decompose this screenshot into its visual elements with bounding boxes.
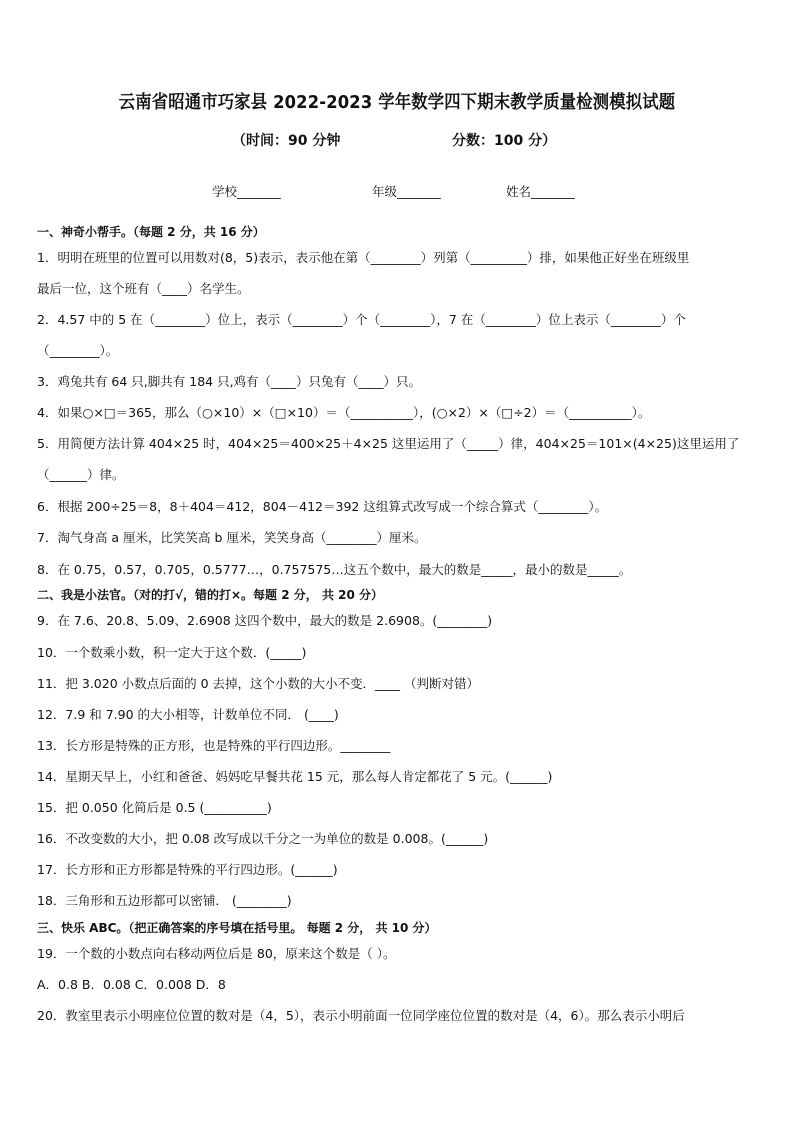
name-field: 姓名_______	[506, 184, 575, 199]
page-title: 云南省昭通市巧家县 2022-2023 学年数学四下期末教学质量检测模拟试题	[118, 92, 676, 113]
section-heading-2: 二、我是小法官。（对的打√，错的打×。每题 2 分， 共 20 分）	[37, 588, 383, 602]
question-11: 11．把 3.020 小数点后面的 0 去掉，这个小数的大小不变．____ （判断对错）	[37, 676, 480, 691]
grade-field: 年级_______	[372, 184, 441, 199]
question-8: 8．在 0.75，0.57，0.705，0.5777…，0.757575…这五个数中，最大的数是_____，最小的数是_____。	[37, 562, 632, 577]
question-9: 9．在 7.6、20.8、5.09、2.6908 这四个数中，最大的数是 2.6908。(________)	[37, 613, 493, 628]
question-19-options: A．0.8 B．0.08 C．0.008 D．8	[37, 977, 226, 992]
exam-score: 分数：100 分）	[452, 133, 557, 149]
exam-time: （时间：90 分钟	[232, 133, 341, 149]
question-5-cont: （______）律。	[37, 467, 125, 482]
question-7: 7．淘气身高 a 厘米，比笑笑高 b 厘米，笑笑身高（________）厘米。	[37, 530, 427, 545]
question-13: 13．长方形是特殊的正方形，也是特殊的平行四边形。________	[37, 738, 391, 753]
question-6: 6．根据 200÷25＝8，8＋404＝412，804－412＝392 这组算式改写成一个综合算式（________）。	[37, 499, 608, 514]
question-10: 10．一个数乘小数，积一定大于这个数．(_____)	[37, 645, 307, 660]
question-14: 14．星期天早上，小红和爸爸、妈妈吃早餐共花 15 元，那么每人肯定都花了 5 元。(______)	[37, 769, 553, 784]
question-4: 4．如果○×□＝365，那么（○×10）×（□×10）＝（__________），(○×2）×（□÷2）＝（__________）。	[37, 405, 651, 420]
question-2: 2．4.57 中的 5 在（________）位上，表示（________）个（________），7 在（________）位上表示（________）个	[37, 312, 686, 327]
question-1: 1．明明在班里的位置可以用数对(8，5)表示，表示他在第（________）列第（_________）排，如果他正好坐在班级里	[37, 250, 690, 265]
question-5: 5．用简便方法计算 404×25 时，404×25＝400×25＋4×25 这里运用了（_____）律，404×25＝101×(4×25)这里运用了	[37, 436, 740, 451]
question-18: 18．三角形和五边形都可以密铺． (________)	[37, 893, 292, 908]
question-2-cont: （________）。	[37, 343, 119, 358]
section-heading-1: 一、神奇小帮手。（每题 2 分，共 16 分）	[37, 225, 265, 239]
school-field: 学校_______	[212, 184, 281, 199]
question-3: 3．鸡兔共有 64 只,脚共有 184 只,鸡有（____）只兔有（____）只。	[37, 374, 422, 389]
question-1-cont: 最后一位，这个班有（____）名学生。	[37, 281, 250, 296]
question-17: 17．长方形和正方形都是特殊的平行四边形。(______)	[37, 862, 338, 877]
question-12: 12．7.9 和 7.90 的大小相等，计数单位不同． (____)	[37, 707, 339, 722]
question-20: 20．教室里表示小明座位位置的数对是（4，5），表示小明前面一位同学座位位置的数对是（4，6）。那么表示小明后	[37, 1008, 685, 1023]
question-15: 15．把 0.050 化简后是 0.5 (__________)	[37, 800, 272, 815]
question-19: 19．一个数的小数点向右移动两位后是 80，原来这个数是（ ）。	[37, 946, 396, 961]
section-heading-3: 三、快乐 ABC。（把正确答案的序号填在括号里。 每题 2 分， 共 10 分）	[37, 921, 437, 935]
question-16: 16．不改变数的大小，把 0.08 改写成以千分之一为单位的数是 0.008。(______)	[37, 831, 489, 846]
